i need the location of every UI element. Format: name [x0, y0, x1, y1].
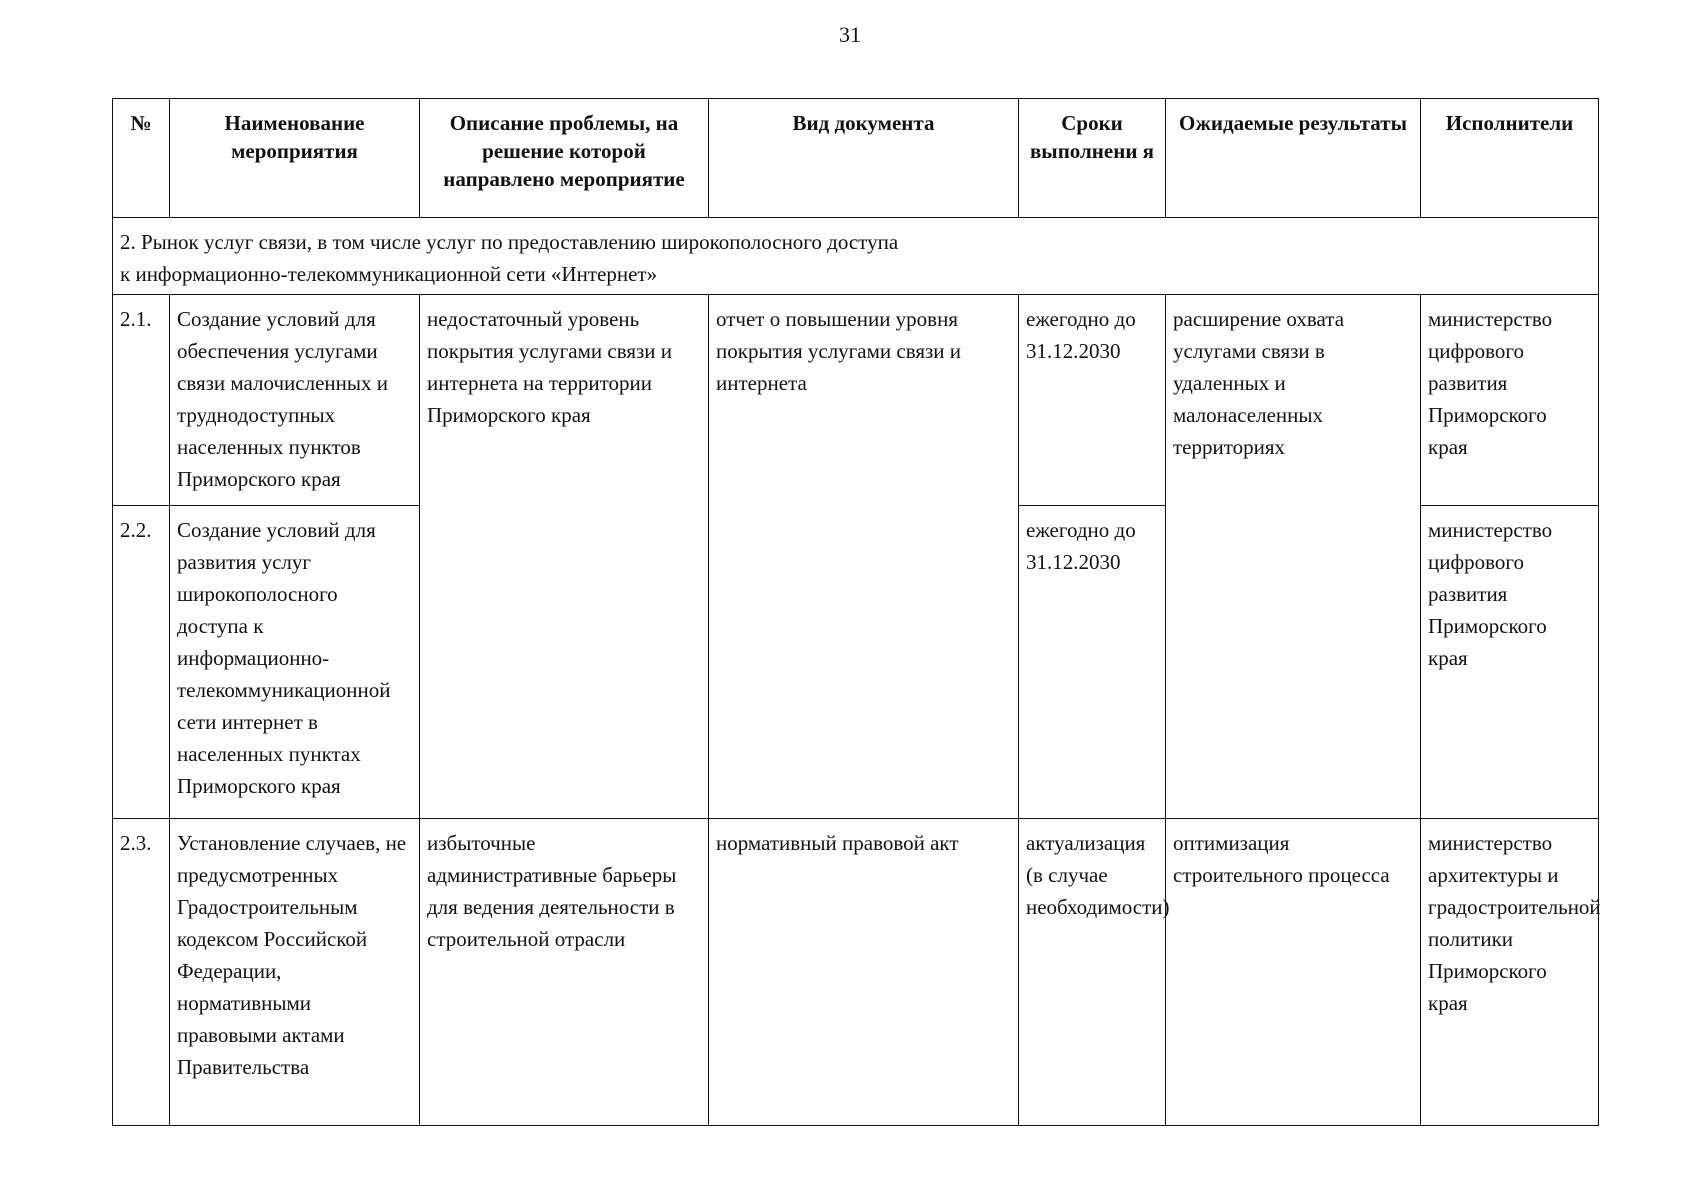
column-header-executors: Исполнители — [1421, 99, 1599, 218]
executors: министерство архитектуры и градостроительной политики Приморского края — [1421, 819, 1599, 1126]
column-header-deadline: Сроки выполнени я — [1019, 99, 1166, 218]
table-row — [113, 819, 1599, 1126]
document-type: отчет о повышении уровня покрытия услугами связи и интернета — [709, 295, 1019, 819]
column-header-results: Ожидаемые результаты — [1166, 99, 1421, 218]
problem-description: недостаточный уровень покрытия услугами связи и интернета на территории Приморского края — [420, 295, 709, 819]
column-header-doc-type: Вид документа — [709, 99, 1019, 218]
expected-results: оптимизация строительного процесса — [1166, 819, 1421, 1126]
column-header-problem: Описание проблемы, на решение которой направлено мероприятие — [420, 99, 709, 218]
problem-description: избыточные административные барьеры для ведения деятельности в строительной отрасли — [420, 819, 709, 1126]
column-header-num: № — [113, 99, 170, 218]
executors: министерство цифрового развития Приморского края — [1421, 295, 1599, 506]
table-row — [113, 295, 1599, 506]
deadline: ежегодно до 31.12.2030 — [1019, 506, 1166, 819]
document-type: нормативный правовой акт — [709, 819, 1019, 1126]
measure-name: Создание условий для развития услуг широкополосного доступа к информационно-телекоммуникационной сети интернет в населенных пунктах Приморского края — [170, 506, 420, 819]
table-header-row — [113, 99, 1599, 218]
section-row — [113, 218, 1599, 295]
section-heading — [113, 218, 1599, 295]
row-number: 2.2. — [113, 506, 170, 819]
measures-table — [112, 98, 1599, 1126]
section-heading-line-2: к информационно-телекоммуникационной сети «Интернет» — [120, 262, 658, 286]
row-number: 2.1. — [113, 295, 170, 506]
deadline: ежегодно до 31.12.2030 — [1019, 295, 1166, 506]
column-header-name: Наименование мероприятия — [170, 99, 420, 218]
expected-results: расширение охвата услугами связи в удаленных и малонаселенных территориях — [1166, 295, 1421, 819]
section-heading-line-1: 2. Рынок услуг связи, в том числе услуг по предоставлению широкополосного доступа — [120, 230, 899, 254]
measure-name: Создание условий для обеспечения услугами связи малочисленных и труднодоступных населенных пунктов Приморского края — [170, 295, 420, 506]
row-number: 2.3. — [113, 819, 170, 1126]
page-number: 31 — [839, 22, 861, 47]
deadline: актуализация (в случае необходимости) — [1019, 819, 1166, 1126]
executors: министерство цифрового развития Приморского края — [1421, 506, 1599, 819]
measure-name: Установление случаев, не предусмотренных Градостроительным кодексом Российской Федерации, нормативными правовыми актами Правительства — [170, 819, 420, 1126]
